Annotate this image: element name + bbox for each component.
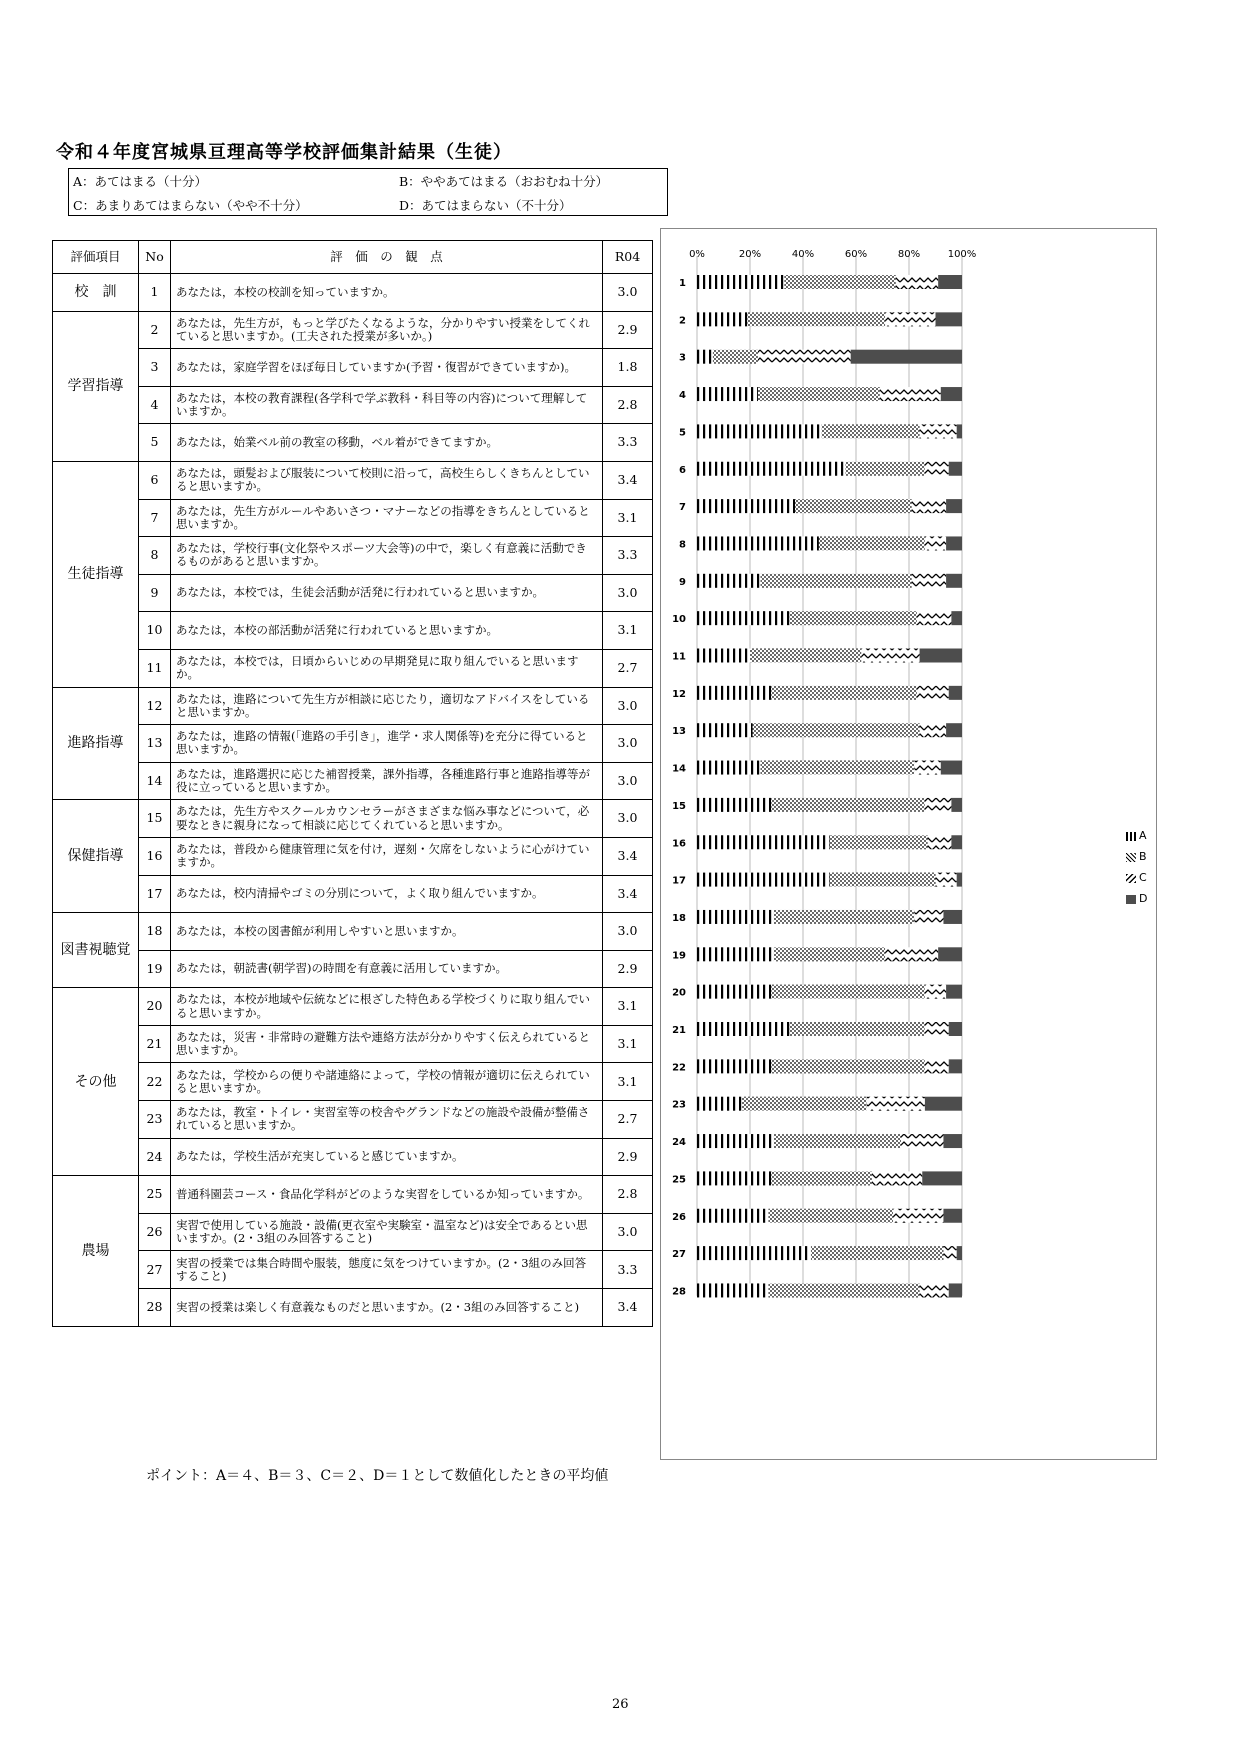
scale-c: C：あまりあてはまらない（やや不十分） — [73, 198, 308, 213]
item-score: 3.0 — [603, 687, 653, 725]
item-score: 3.0 — [603, 1213, 653, 1251]
item-number: 15 — [139, 800, 171, 838]
item-score: 2.8 — [603, 386, 653, 424]
header-score: R04 — [603, 241, 653, 274]
x-tick-label: 20% — [738, 249, 762, 260]
bar-segment-b — [795, 499, 912, 513]
bar-segment-a — [697, 275, 784, 289]
item-number: 23 — [139, 1101, 171, 1139]
item-score: 2.9 — [603, 950, 653, 988]
table-row — [53, 725, 653, 763]
item-number: 24 — [139, 1138, 171, 1176]
bar-segment-c — [917, 686, 949, 700]
bar-segment-c — [928, 835, 952, 849]
item-number: 1 — [139, 274, 171, 312]
table-row — [53, 988, 653, 1026]
item-score: 3.0 — [603, 762, 653, 800]
table-row — [53, 687, 653, 725]
bar-segment-d — [946, 723, 962, 737]
bar-segment-a — [697, 536, 819, 550]
item-score: 1.8 — [603, 349, 653, 387]
category-label: 10 — [672, 614, 686, 626]
item-question: あなたは，始業ベル前の教室の移動，ベル着ができてますか。 — [171, 424, 603, 462]
legend-label: C — [1139, 871, 1147, 884]
category-label: 19 — [672, 950, 686, 962]
bar-segment-b — [811, 1246, 944, 1260]
item-score: 2.7 — [603, 649, 653, 687]
category-label: 8 — [679, 539, 686, 551]
item-number: 19 — [139, 950, 171, 988]
item-score: 3.1 — [603, 1025, 653, 1063]
category-label: 23 — [672, 1099, 686, 1111]
table-row — [53, 875, 653, 913]
item-question: あなたは，先生方やスクールカウンセラーがさまざまな悩み事などについて，必要なときに親身になって相談に応じてくれていると思いますか。 — [171, 800, 603, 838]
bar-segment-a — [697, 649, 750, 663]
bar-segment-b — [845, 462, 925, 476]
table-row — [53, 424, 653, 462]
table-row — [53, 574, 653, 612]
item-number: 14 — [139, 762, 171, 800]
bar-segment-b — [761, 761, 915, 775]
bar-segment-c — [861, 649, 919, 663]
bar-segment-c — [912, 499, 946, 513]
bar-segment-d — [946, 574, 962, 588]
bar-segment-d — [936, 312, 963, 326]
bar-segment-b — [769, 1209, 894, 1223]
x-tick-label: 100% — [947, 249, 977, 260]
bar-segment-a — [697, 1283, 769, 1297]
table-row — [53, 1138, 653, 1176]
legend-label: B — [1139, 850, 1147, 863]
table-row — [53, 649, 653, 687]
category-label: 5 — [679, 427, 686, 439]
item-question: あなたは，本校の校訓を知っていますか。 — [171, 274, 603, 312]
category-label: 9 — [679, 576, 686, 588]
item-score: 3.4 — [603, 875, 653, 913]
bar-segment-b — [713, 350, 758, 364]
bar-segment-a — [697, 835, 830, 849]
item-score: 2.8 — [603, 1176, 653, 1214]
category-cell: 進路指導 — [53, 687, 139, 800]
item-question: 実習の授業は楽しく有意義なものだと思いますか。(2・3組のみ回答すること) — [171, 1289, 603, 1327]
category-label: 3 — [679, 352, 686, 364]
item-question: あなたは，朝読書(朝学習)の時間を有意義に活用していますか。 — [171, 950, 603, 988]
bar-segment-b — [822, 424, 920, 438]
bar-segment-b — [761, 574, 912, 588]
item-number: 9 — [139, 574, 171, 612]
bar-segment-b — [774, 910, 914, 924]
scale-d: D：あてはまらない（不十分） — [399, 198, 572, 213]
bar-segment-a — [697, 499, 795, 513]
table-row — [53, 499, 653, 537]
category-label: 4 — [679, 390, 686, 402]
bar-segment-c — [758, 350, 851, 364]
scale-a: A：あてはまる（十分） — [73, 174, 208, 189]
item-score: 3.0 — [603, 800, 653, 838]
table-row — [53, 274, 653, 312]
bar-segment-a — [697, 1209, 769, 1223]
table-row — [53, 386, 653, 424]
item-number: 20 — [139, 988, 171, 1026]
legend-item — [1126, 825, 1147, 846]
category-label: 27 — [672, 1249, 686, 1261]
category-label: 26 — [672, 1211, 686, 1223]
item-number: 11 — [139, 649, 171, 687]
bar-segment-c — [893, 1209, 943, 1223]
table-row — [53, 1213, 653, 1251]
item-number: 27 — [139, 1251, 171, 1289]
evaluation-table — [52, 240, 653, 1327]
bar-segment-a — [697, 686, 771, 700]
legend-label: A — [1139, 829, 1147, 842]
bar-segment-b — [742, 1097, 867, 1111]
legend-swatch — [1126, 832, 1136, 841]
bar-segment-b — [747, 312, 885, 326]
page-title: 令和４年度宮城県亘理高等学校評価集計結果（生徒） — [56, 142, 512, 163]
bar-segment-d — [949, 1022, 962, 1036]
header-point: 評 価 の 観 点 — [171, 241, 603, 274]
category-label: 22 — [672, 1062, 686, 1074]
item-number: 16 — [139, 837, 171, 875]
item-score: 3.1 — [603, 988, 653, 1026]
bar-segment-b — [774, 947, 885, 961]
item-question: あなたは，学校からの便りや諸連絡によって，学校の情報が適切に伝えられていると思いますか。 — [171, 1063, 603, 1101]
table-row — [53, 537, 653, 575]
bar-segment-a — [697, 798, 771, 812]
item-question: あなたは，家庭学習をほぼ毎日していますか(予習・復習ができていますか)。 — [171, 349, 603, 387]
category-label: 25 — [672, 1174, 686, 1186]
table-row — [53, 800, 653, 838]
table-row — [53, 913, 653, 951]
bar-segment-d — [943, 910, 962, 924]
item-number: 21 — [139, 1025, 171, 1063]
item-score: 3.4 — [603, 837, 653, 875]
bar-segment-c — [920, 1283, 949, 1297]
category-label: 6 — [679, 464, 686, 476]
item-number: 18 — [139, 913, 171, 951]
category-label: 21 — [672, 1025, 686, 1036]
bar-segment-c — [925, 1059, 949, 1073]
bar-segment-b — [771, 686, 917, 700]
table-row — [53, 762, 653, 800]
table-row — [53, 349, 653, 387]
bar-segment-c — [925, 798, 952, 812]
table-row — [53, 1289, 653, 1327]
bar-segment-c — [925, 462, 949, 476]
item-number: 2 — [139, 311, 171, 349]
legend-item — [1126, 867, 1147, 888]
category-label: 20 — [672, 987, 686, 999]
bar-segment-c — [917, 611, 951, 625]
x-tick-label: 0% — [689, 249, 705, 260]
bar-segment-c — [901, 1134, 943, 1148]
category-cell: 農場 — [53, 1176, 139, 1326]
category-cell: その他 — [53, 988, 139, 1176]
category-cell: 生徒指導 — [53, 461, 139, 687]
bar-segment-b — [790, 1022, 925, 1036]
bar-segment-b — [830, 873, 936, 887]
bar-segment-c — [920, 424, 957, 438]
table-body — [53, 274, 653, 1327]
legend-item — [1126, 888, 1147, 909]
legend-swatch — [1126, 895, 1136, 904]
category-label: 7 — [679, 502, 686, 514]
table-row — [53, 461, 653, 499]
bar-segment-b — [784, 275, 895, 289]
bar-segment-c — [936, 873, 957, 887]
category-label: 2 — [679, 315, 686, 327]
bar-segment-b — [750, 649, 861, 663]
table-row — [53, 1025, 653, 1063]
bar-segment-b — [753, 723, 920, 737]
bar-segment-a — [697, 574, 761, 588]
bar-segment-d — [920, 649, 962, 663]
item-question: 普通科園芸コース・食品化学科がどのような実習をしているか知っていますか。 — [171, 1176, 603, 1214]
legend-swatch — [1126, 853, 1136, 862]
item-question: あなたは，本校の教育課程(各学科で学ぶ教科・科目等の内容)について理解していますか。 — [171, 386, 603, 424]
bar-segment-d — [949, 1283, 962, 1297]
category-label: 28 — [672, 1286, 686, 1298]
bar-segment-b — [790, 611, 917, 625]
header-no: No — [139, 241, 171, 274]
item-question: あなたは，学校生活が充実していると感じていますか。 — [171, 1138, 603, 1176]
item-question: あなたは，頭髪および服装について校則に沿って，高校生らしくきちんとしていると思いますか。 — [171, 461, 603, 499]
item-question: あなたは，教室・トイレ・実習室等の校舎やグランドなどの施設や設備が整備されていると思いますか。 — [171, 1101, 603, 1139]
category-cell: 校 訓 — [53, 274, 139, 312]
bar-segment-a — [697, 1171, 771, 1185]
item-number: 12 — [139, 687, 171, 725]
item-number: 7 — [139, 499, 171, 537]
item-score: 3.1 — [603, 1063, 653, 1101]
bar-segment-a — [697, 723, 753, 737]
item-number: 4 — [139, 386, 171, 424]
table-row — [53, 837, 653, 875]
stacked-bar-chart — [660, 228, 1157, 1460]
bar-segment-b — [758, 387, 880, 401]
bar-segment-d — [941, 761, 962, 775]
bar-segment-d — [851, 350, 962, 364]
bar-segment-d — [951, 611, 962, 625]
bar-segment-d — [922, 1171, 962, 1185]
table-row — [53, 1063, 653, 1101]
table-header-row — [53, 241, 653, 274]
item-question: あなたは，普段から健康管理に気を付け，遅刻・欠席をしないように心がけていますか。 — [171, 837, 603, 875]
bar-segment-a — [697, 985, 771, 999]
bar-segment-d — [925, 1097, 962, 1111]
legend-item — [1126, 846, 1147, 867]
bar-segment-a — [697, 611, 790, 625]
x-tick-label: 80% — [897, 249, 921, 260]
item-question: あなたは，本校の部活動が活発に行われていると思いますか。 — [171, 612, 603, 650]
item-number: 22 — [139, 1063, 171, 1101]
item-score: 2.7 — [603, 1101, 653, 1139]
bar-segment-a — [697, 350, 713, 364]
table-row — [53, 1101, 653, 1139]
item-number: 28 — [139, 1289, 171, 1327]
bar-segment-a — [697, 424, 822, 438]
table-row — [53, 1251, 653, 1289]
bar-segment-c — [872, 1171, 922, 1185]
bar-segment-a — [697, 462, 845, 476]
bar-segment-d — [941, 387, 962, 401]
bar-segment-b — [769, 1283, 920, 1297]
category-label: 12 — [672, 688, 686, 700]
item-score: 3.3 — [603, 1251, 653, 1289]
bar-segment-c — [885, 312, 935, 326]
bar-segment-a — [697, 947, 774, 961]
bar-segment-c — [925, 985, 946, 999]
item-question: あなたは，本校では，生徒会活動が活発に行われていると思いますか。 — [171, 574, 603, 612]
bar-segment-b — [771, 1059, 925, 1073]
legend-swatch — [1126, 874, 1136, 883]
item-score: 3.0 — [603, 274, 653, 312]
item-number: 17 — [139, 875, 171, 913]
bar-segment-b — [771, 798, 925, 812]
bar-segment-c — [885, 947, 938, 961]
table-row — [53, 612, 653, 650]
bar-segment-d — [957, 1246, 962, 1260]
item-question: 実習で使用している施設・設備(更衣室や実験室・温室など)は安全であるとい思いますか。(2・3組のみ回答すること) — [171, 1213, 603, 1251]
category-label: 11 — [672, 651, 686, 663]
bar-segment-a — [697, 312, 747, 326]
category-label: 13 — [672, 726, 686, 738]
bar-segment-a — [697, 387, 758, 401]
bar-segment-d — [943, 1134, 962, 1148]
bar-segment-b — [771, 1171, 872, 1185]
bar-segment-a — [697, 910, 774, 924]
item-score: 3.3 — [603, 424, 653, 462]
category-label: 14 — [672, 763, 686, 775]
bar-segment-b — [819, 536, 925, 550]
bar-segment-d — [943, 1209, 962, 1223]
item-number: 13 — [139, 725, 171, 763]
item-score: 2.9 — [603, 311, 653, 349]
table-row — [53, 311, 653, 349]
item-score: 3.1 — [603, 612, 653, 650]
category-label: 24 — [672, 1137, 686, 1149]
bar-segment-c — [914, 910, 943, 924]
item-question: あなたは，先生方が，もっと学びたくなるような，分かりやすい授業をしてくれていると思いますか。(工夫された授業が多いか。) — [171, 311, 603, 349]
bar-segment-a — [697, 1097, 742, 1111]
category-label: 16 — [672, 838, 686, 850]
bar-segment-d — [946, 985, 962, 999]
table-row — [53, 950, 653, 988]
category-label: 18 — [672, 912, 686, 924]
page-number: 26 — [612, 1697, 629, 1712]
item-number: 10 — [139, 612, 171, 650]
item-score: 3.3 — [603, 537, 653, 575]
item-score: 3.0 — [603, 574, 653, 612]
bar-segment-d — [949, 686, 962, 700]
bar-segment-c — [943, 1246, 956, 1260]
item-question: あなたは，先生方がルールやあいさつ・マナーなどの指導をきちんとしていると思いますか。 — [171, 499, 603, 537]
bar-segment-c — [925, 536, 946, 550]
table-row — [53, 1176, 653, 1214]
bar-segment-c — [880, 387, 941, 401]
bar-segment-b — [830, 835, 928, 849]
bar-segment-d — [957, 424, 962, 438]
bar-segment-d — [949, 1059, 962, 1073]
item-number: 26 — [139, 1213, 171, 1251]
item-question: あなたは，校内清掃やゴミの分別について，よく取り組んでいますか。 — [171, 875, 603, 913]
rating-scale-box — [68, 168, 668, 216]
item-question: あなたは，進路の情報(「進路の手引き」，進学・求人関係等)を充分に得ていると思いますか。 — [171, 725, 603, 763]
item-score: 3.4 — [603, 461, 653, 499]
bar-segment-c — [867, 1097, 925, 1111]
item-number: 5 — [139, 424, 171, 462]
category-label: 15 — [672, 800, 686, 812]
item-score: 3.1 — [603, 499, 653, 537]
bar-segment-c — [912, 574, 946, 588]
scale-b: B：ややあてはまる（おおむね十分） — [399, 174, 609, 189]
item-number: 8 — [139, 537, 171, 575]
bar-segment-d — [951, 798, 962, 812]
item-question: あなたは，進路について先生方が相談に応じたり，適切なアドバイスをしていると思いますか。 — [171, 687, 603, 725]
category-label: 1 — [679, 278, 686, 289]
x-tick-label: 60% — [844, 249, 868, 260]
bar-segment-d — [946, 536, 962, 550]
bar-segment-a — [697, 873, 830, 887]
category-cell: 図書視聴覚 — [53, 913, 139, 988]
item-question: あなたは，本校が地域や伝統などに根ざした特色ある学校づくりに取り組んでいると思いますか。 — [171, 988, 603, 1026]
item-question: あなたは，本校では，日頃からいじめの早期発見に取り組んでいると思いますか。 — [171, 649, 603, 687]
bar-segment-c — [920, 723, 947, 737]
category-cell: 保健指導 — [53, 800, 139, 913]
bar-segment-b — [771, 985, 925, 999]
bar-segment-a — [697, 1246, 811, 1260]
bar-segment-a — [697, 761, 761, 775]
bar-segment-d — [949, 462, 962, 476]
item-question: 実習の授業では集合時間や服装，態度に気をつけていますか。(2・3組のみ回答すること) — [171, 1251, 603, 1289]
bar-segment-c — [914, 761, 941, 775]
category-label: 17 — [672, 875, 686, 887]
footnote: ポイント：A＝４、B＝３、C＝２、D＝１として数値化したときの平均値 — [146, 1468, 609, 1484]
bar-segment-c — [896, 275, 938, 289]
bar-segment-d — [938, 275, 962, 289]
bar-segment-c — [925, 1022, 949, 1036]
bar-segment-d — [946, 499, 962, 513]
item-number: 3 — [139, 349, 171, 387]
item-number: 6 — [139, 461, 171, 499]
bar-segment-a — [697, 1059, 771, 1073]
item-question: あなたは，学校行事(文化祭やスポーツ大会等)の中で，楽しく有意義に活動できるものがあると思いますか。 — [171, 537, 603, 575]
item-number: 25 — [139, 1176, 171, 1214]
item-question: あなたは，災害・非常時の避難方法や連絡方法が分かりやすく伝えられていると思いますか。 — [171, 1025, 603, 1063]
bar-segment-d — [957, 873, 962, 887]
bar-segment-a — [697, 1022, 790, 1036]
item-score: 2.9 — [603, 1138, 653, 1176]
header-category: 評価項目 — [53, 241, 139, 274]
bar-segment-d — [938, 947, 962, 961]
item-question: あなたは，進路選択に応じた補習授業，課外指導，各種進路行事と進路指導等が役に立っていると思いますか。 — [171, 762, 603, 800]
x-tick-label: 40% — [791, 249, 815, 260]
category-cell: 学習指導 — [53, 311, 139, 461]
bar-segment-d — [951, 835, 962, 849]
bar-segment-b — [774, 1134, 901, 1148]
item-score: 3.4 — [603, 1289, 653, 1327]
item-score: 3.0 — [603, 725, 653, 763]
chart-legend — [1126, 825, 1147, 909]
item-question: あなたは，本校の図書館が利用しやすいと思いますか。 — [171, 913, 603, 951]
legend-label: D — [1139, 892, 1148, 905]
item-score: 3.0 — [603, 913, 653, 951]
bar-segment-a — [697, 1134, 774, 1148]
